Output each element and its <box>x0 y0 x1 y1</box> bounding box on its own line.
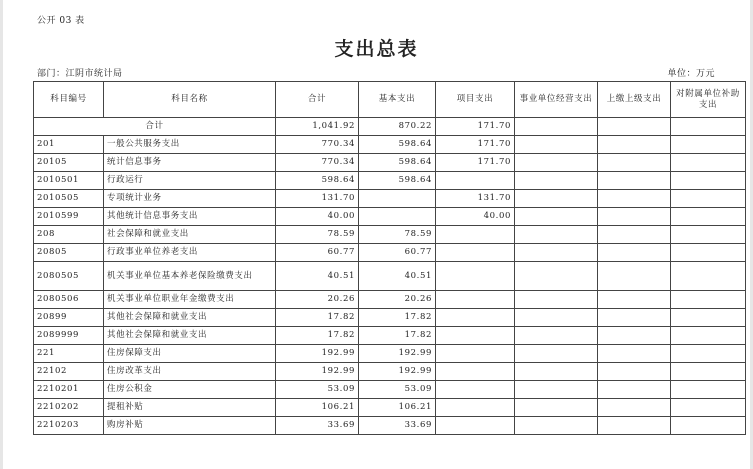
row-basic <box>359 190 436 208</box>
row-code: 2080506 <box>34 291 104 309</box>
row-total: 192.99 <box>276 363 359 381</box>
row-total: 53.09 <box>276 381 359 399</box>
row-name: 行政运行 <box>104 172 276 190</box>
row-business <box>515 291 598 309</box>
department-label: 部门：江阴市统计局 <box>37 69 123 79</box>
row-total: 598.64 <box>276 172 359 190</box>
row-remit <box>598 172 671 190</box>
row-total: 131.70 <box>276 190 359 208</box>
header-code: 科目编号 <box>34 82 104 118</box>
header-business: 事业单位经营支出 <box>515 82 598 118</box>
row-subsidy <box>671 262 746 291</box>
row-subsidy <box>671 190 746 208</box>
row-code: 20899 <box>34 309 104 327</box>
row-project <box>436 291 515 309</box>
row-basic: 192.99 <box>359 363 436 381</box>
row-remit <box>598 417 671 435</box>
row-total: 770.34 <box>276 154 359 172</box>
row-name: 住房改革支出 <box>104 363 276 381</box>
row-project: 171.70 <box>436 154 515 172</box>
total-cell-basic: 870.22 <box>359 118 436 136</box>
row-total: 17.82 <box>276 327 359 345</box>
table-row <box>34 291 746 309</box>
row-basic: 598.64 <box>359 154 436 172</box>
row-total: 17.82 <box>276 309 359 327</box>
row-remit <box>598 327 671 345</box>
header-subsidy: 对附属单位补助支出 <box>671 82 746 118</box>
row-name: 其他社会保障和就业支出 <box>104 327 276 345</box>
total-cell-subsidy <box>671 118 746 136</box>
row-subsidy <box>671 327 746 345</box>
row-project: 131.70 <box>436 190 515 208</box>
row-code: 20105 <box>34 154 104 172</box>
row-remit <box>598 262 671 291</box>
table-row <box>34 381 746 399</box>
row-name: 机关事业单位职业年金缴费支出 <box>104 291 276 309</box>
row-business <box>515 417 598 435</box>
row-subsidy <box>671 172 746 190</box>
row-name: 行政事业单位养老支出 <box>104 244 276 262</box>
row-name: 提租补贴 <box>104 399 276 417</box>
row-total: 770.34 <box>276 136 359 154</box>
row-remit <box>598 399 671 417</box>
row-code: 201 <box>34 136 104 154</box>
row-business <box>515 345 598 363</box>
row-basic: 17.82 <box>359 327 436 345</box>
table-row <box>34 136 746 154</box>
row-basic: 60.77 <box>359 244 436 262</box>
table-row <box>34 345 746 363</box>
row-remit <box>598 136 671 154</box>
row-code: 2010599 <box>34 208 104 226</box>
form-code: 公开 03 表 <box>37 16 85 26</box>
row-remit <box>598 345 671 363</box>
row-total: 60.77 <box>276 244 359 262</box>
row-name: 住房公积金 <box>104 381 276 399</box>
row-subsidy <box>671 399 746 417</box>
row-name: 统计信息事务 <box>104 154 276 172</box>
row-subsidy <box>671 244 746 262</box>
row-remit <box>598 381 671 399</box>
row-subsidy <box>671 363 746 381</box>
row-subsidy <box>671 136 746 154</box>
row-total: 20.26 <box>276 291 359 309</box>
row-business <box>515 226 598 244</box>
table-row <box>34 327 746 345</box>
row-remit <box>598 309 671 327</box>
header-name: 科目名称 <box>104 82 276 118</box>
row-subsidy <box>671 417 746 435</box>
row-remit <box>598 226 671 244</box>
total-cell-business <box>515 118 598 136</box>
row-name: 社会保障和就业支出 <box>104 226 276 244</box>
row-project <box>436 345 515 363</box>
table-row <box>34 190 746 208</box>
row-business <box>515 190 598 208</box>
row-total: 78.59 <box>276 226 359 244</box>
row-code: 2089999 <box>34 327 104 345</box>
row-project <box>436 309 515 327</box>
row-subsidy <box>671 345 746 363</box>
row-project <box>436 226 515 244</box>
row-total: 192.99 <box>276 345 359 363</box>
row-subsidy <box>671 154 746 172</box>
row-code: 2210202 <box>34 399 104 417</box>
row-project: 40.00 <box>436 208 515 226</box>
row-basic <box>359 208 436 226</box>
row-project <box>436 363 515 381</box>
row-code: 2080505 <box>34 262 104 291</box>
total-label: 合计 <box>34 118 276 136</box>
row-basic: 20.26 <box>359 291 436 309</box>
row-code: 208 <box>34 226 104 244</box>
row-code: 2010501 <box>34 172 104 190</box>
row-project <box>436 327 515 345</box>
table-row <box>34 417 746 435</box>
row-project <box>436 244 515 262</box>
table-row <box>34 154 746 172</box>
row-business <box>515 262 598 291</box>
row-total: 33.69 <box>276 417 359 435</box>
table-row <box>34 309 746 327</box>
row-subsidy <box>671 208 746 226</box>
table-header-row <box>34 82 746 118</box>
row-name: 机关事业单位基本养老保险缴费支出 <box>104 262 276 291</box>
row-business <box>515 154 598 172</box>
row-basic: 33.69 <box>359 417 436 435</box>
row-business <box>515 172 598 190</box>
header-remit: 上缴上级支出 <box>598 82 671 118</box>
row-project: 171.70 <box>436 136 515 154</box>
row-basic: 598.64 <box>359 172 436 190</box>
row-business <box>515 136 598 154</box>
row-subsidy <box>671 309 746 327</box>
row-business <box>515 381 598 399</box>
row-basic: 17.82 <box>359 309 436 327</box>
row-business <box>515 208 598 226</box>
row-business <box>515 309 598 327</box>
row-project <box>436 399 515 417</box>
row-remit <box>598 190 671 208</box>
row-name: 住房保障支出 <box>104 345 276 363</box>
row-remit <box>598 208 671 226</box>
expenditure-table <box>33 81 746 435</box>
row-code: 2210201 <box>34 381 104 399</box>
header-basic: 基本支出 <box>359 82 436 118</box>
row-project <box>436 172 515 190</box>
row-remit <box>598 244 671 262</box>
table-row <box>34 244 746 262</box>
row-subsidy <box>671 291 746 309</box>
page-title: 支出总表 <box>334 38 419 60</box>
total-cell-project: 171.70 <box>436 118 515 136</box>
row-total: 40.51 <box>276 262 359 291</box>
row-business <box>515 327 598 345</box>
row-name: 其他统计信息事务支出 <box>104 208 276 226</box>
row-name: 专项统计业务 <box>104 190 276 208</box>
page-left-edge <box>0 0 3 469</box>
row-business <box>515 399 598 417</box>
row-remit <box>598 363 671 381</box>
row-name: 一般公共服务支出 <box>104 136 276 154</box>
row-code: 22102 <box>34 363 104 381</box>
header-total: 合计 <box>276 82 359 118</box>
row-basic: 598.64 <box>359 136 436 154</box>
row-basic: 53.09 <box>359 381 436 399</box>
row-project <box>436 381 515 399</box>
total-cell-remit <box>598 118 671 136</box>
table-row <box>34 363 746 381</box>
table-row <box>34 399 746 417</box>
row-name: 其他社会保障和就业支出 <box>104 309 276 327</box>
table-row <box>34 172 746 190</box>
row-code: 221 <box>34 345 104 363</box>
row-subsidy <box>671 226 746 244</box>
row-total: 40.00 <box>276 208 359 226</box>
row-project <box>436 262 515 291</box>
row-code: 2010505 <box>34 190 104 208</box>
row-remit <box>598 154 671 172</box>
row-business <box>515 363 598 381</box>
row-basic: 192.99 <box>359 345 436 363</box>
row-basic: 40.51 <box>359 262 436 291</box>
table-row <box>34 208 746 226</box>
table-row <box>34 262 746 291</box>
row-code: 2210203 <box>34 417 104 435</box>
unit-label: 单位：万元 <box>667 69 715 79</box>
row-code: 20805 <box>34 244 104 262</box>
row-name: 购房补贴 <box>104 417 276 435</box>
total-cell-total: 1,041.92 <box>276 118 359 136</box>
total-row <box>34 118 746 136</box>
row-basic: 106.21 <box>359 399 436 417</box>
row-basic: 78.59 <box>359 226 436 244</box>
row-project <box>436 417 515 435</box>
table-row <box>34 226 746 244</box>
row-business <box>515 244 598 262</box>
row-subsidy <box>671 381 746 399</box>
row-remit <box>598 291 671 309</box>
header-project: 项目支出 <box>436 82 515 118</box>
row-total: 106.21 <box>276 399 359 417</box>
